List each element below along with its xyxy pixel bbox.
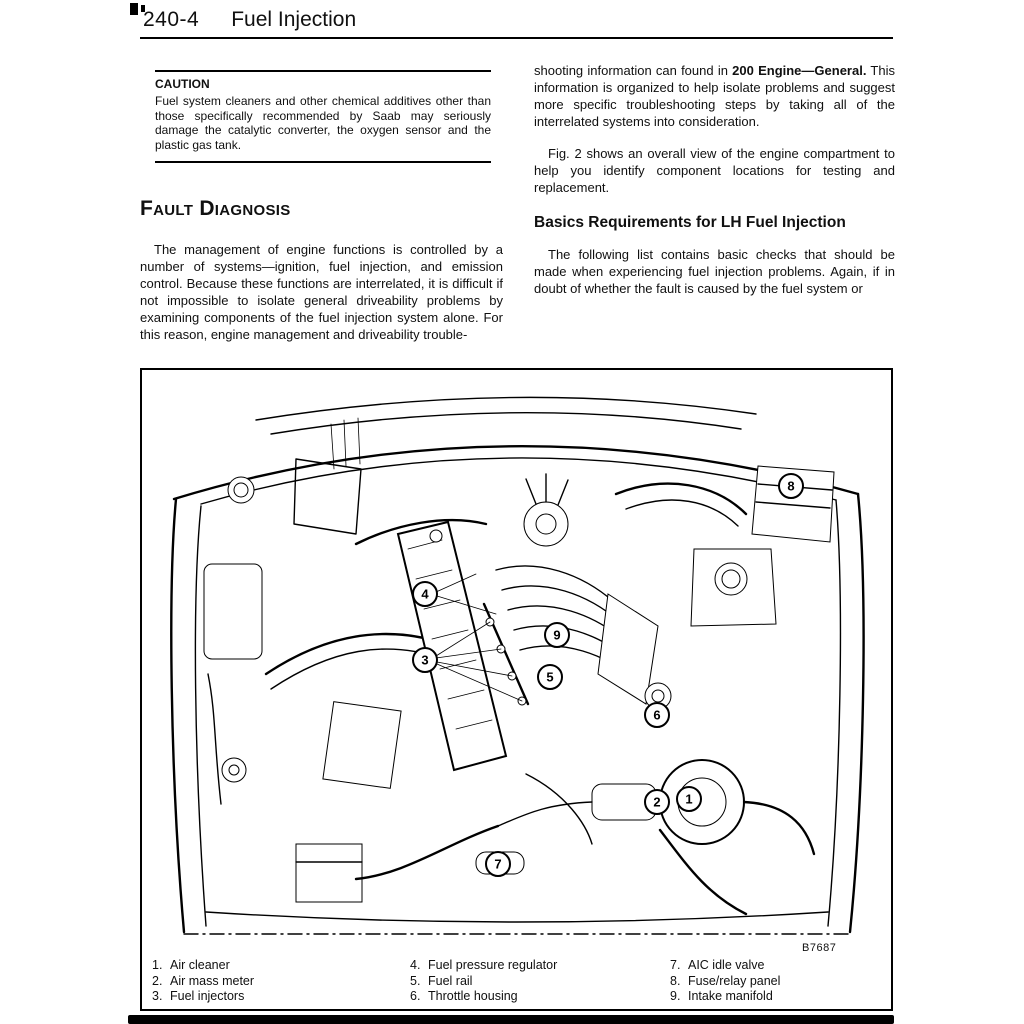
caution-label: CAUTION (155, 77, 210, 91)
legend-number: 5. (410, 973, 421, 988)
legend-label: Air cleaner (170, 958, 230, 972)
svg-text:1: 1 (685, 791, 693, 807)
figure-callout-7 (486, 852, 510, 876)
legend-number: 8. (670, 973, 681, 988)
legend-number: 4. (410, 958, 421, 972)
figure-callout-3 (413, 648, 437, 672)
legend-item (152, 974, 254, 990)
header-rule (140, 37, 893, 39)
legend-item (410, 974, 557, 990)
figure-legend-column-2 (410, 958, 557, 1005)
air-mass-meter (498, 784, 656, 826)
figure-legend-column-3 (670, 958, 780, 1005)
figure-legend-column-1 (152, 958, 254, 1005)
figure-callout-6 (645, 703, 669, 727)
figure-code: B7687 (802, 942, 837, 954)
figure-callout-9 (545, 623, 569, 647)
reservoir-left (204, 564, 262, 804)
legend-number: 3. (152, 989, 163, 1003)
troubleshooting-paragraph (534, 62, 895, 130)
legend-label: Intake manifold (688, 989, 773, 1003)
fault-diagnosis-paragraph: The management of engine functions is controlled by a number of systems—ignition, fuel injection, and emission control. Because these functions are interrelated, it is difficult if not impossible to isolate general driveability problems by examining components of the fuel injection system alone. For this reason, engine management and driveability trouble- (140, 242, 503, 342)
svg-text:5: 5 (546, 669, 554, 685)
legend-item (410, 989, 557, 1005)
svg-text:6: 6 (653, 707, 661, 723)
intake-manifold (496, 566, 658, 704)
svg-text:2: 2 (653, 794, 661, 810)
legend-number: 1. (152, 958, 163, 972)
basics-paragraph: The following list contains basic checks that should be made when experiencing fuel injection problems. Again, if in doubt of whether the fault is caused by the fuel system or (534, 247, 895, 296)
bold-reference: 200 Engine—General. (732, 63, 867, 78)
legend-item (670, 974, 780, 990)
legend-item (152, 958, 254, 974)
figure-callout-2 (645, 790, 669, 814)
reservoir-right (691, 549, 776, 626)
fig2-paragraph: Fig. 2 shows an overall view of the engine compartment to help you identify component locations for testing and replacement. (534, 146, 895, 195)
paragraph-text: shooting information can found in (534, 63, 733, 78)
fault-diagnosis-heading: Fault Diagnosis (140, 197, 291, 220)
legend-item (410, 958, 557, 974)
legend-label: AIC idle valve (688, 958, 765, 972)
section-number: 240-4 (143, 8, 200, 31)
legend-label: Fuel injectors (170, 989, 245, 1003)
hoses-lower (356, 774, 814, 914)
svg-text:7: 7 (494, 856, 502, 872)
engine-compartment-figure (146, 374, 888, 946)
legend-label: Fuel rail (428, 973, 473, 988)
legend-number: 6. (410, 989, 421, 1003)
legend-number: 7. (670, 958, 681, 972)
right-column (534, 62, 895, 312)
legend-label: Throttle housing (428, 989, 518, 1003)
page-edge-shadow (128, 1015, 894, 1024)
distributor-cap (524, 474, 568, 546)
caution-box (155, 70, 491, 163)
svg-text:8: 8 (787, 478, 795, 494)
strut-tower-left (228, 477, 254, 503)
caution-text: Fuel system cleaners and other chemical additives other than those specifically recommended by Saab may seriously damage the catalytic converter, the oxygen sensor and the plastic gas tank. (155, 94, 491, 152)
legend-label: Fuel pressure regulator (428, 958, 558, 972)
figure-box (140, 368, 893, 1011)
legend-label: Fuse/relay panel (688, 973, 781, 988)
legend-label: Air mass meter (170, 973, 255, 988)
figure-callout-4 (413, 582, 437, 606)
legend-number: 9. (670, 989, 681, 1003)
figure-callout-8 (779, 474, 803, 498)
hoses-upper (266, 484, 746, 689)
page-header (143, 8, 356, 32)
svg-text:9: 9 (553, 627, 561, 643)
air-cleaner (660, 760, 744, 844)
figure-callout-5 (538, 665, 562, 689)
legend-item (670, 958, 780, 974)
legend-item (670, 989, 780, 1005)
page-title: Fuel Injection (231, 8, 357, 31)
svg-text:3: 3 (421, 652, 429, 668)
basics-requirements-heading: Basics Requirements for LH Fuel Injection (534, 214, 846, 231)
paragraph-text: This information is organized to help isolate problems and suggest more specific troubleshooting steps by taking all of the interrelated systems into consideration. (534, 63, 895, 129)
svg-text:4: 4 (421, 586, 429, 602)
legend-number: 2. (152, 973, 163, 988)
figure-callout-1 (677, 787, 701, 811)
legend-item (152, 989, 254, 1005)
scan-artifact (130, 3, 138, 15)
